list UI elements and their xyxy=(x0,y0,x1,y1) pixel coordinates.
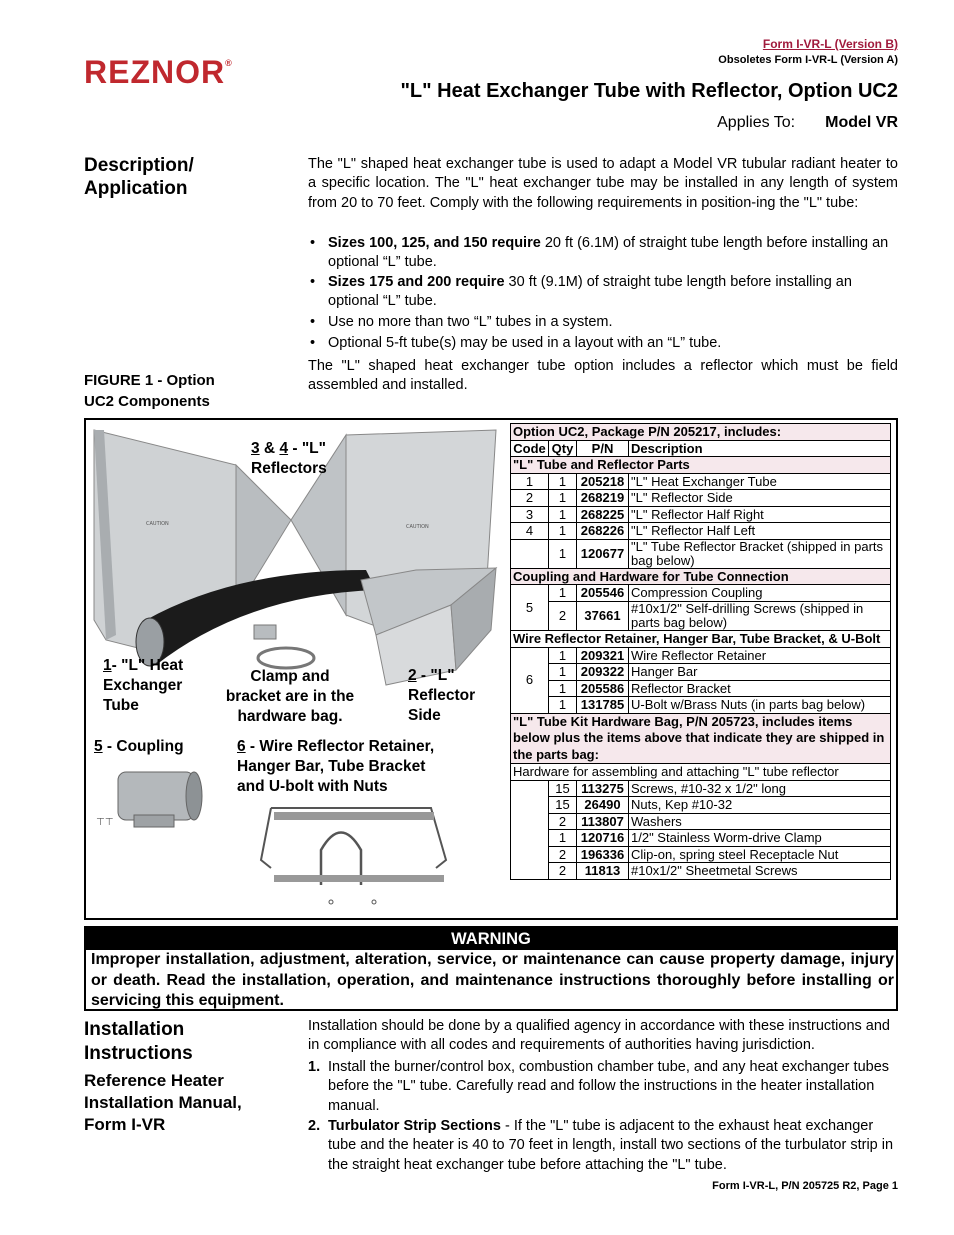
label-wire-retainer: 6 - Wire Reflector Retainer, Hanger Bar, Tube Bracket and U-bolt with Nuts xyxy=(237,738,435,795)
table-row: 2 113807 Washers xyxy=(511,813,891,830)
coupling-bolts xyxy=(134,815,174,827)
table-row: 4 1 268226 "L" Reflector Half Left xyxy=(511,523,891,540)
label-clamp: Clamp and bracket are in the hardware bag. xyxy=(225,668,355,725)
installation-heading: Installation Instructions xyxy=(84,1019,193,1064)
applies-label: Applies To: xyxy=(717,114,796,131)
table-header-row: Code Qty P/N Description xyxy=(511,440,891,457)
warning-box xyxy=(84,926,898,1011)
group-header: "L" Tube Kit Hardware Bag, P/N 205723, includes items below plus the items above that indicate they are shipped in the parts bag: xyxy=(511,713,891,764)
label-coupling: 5 - Coupling xyxy=(94,738,184,755)
table-row: 1 120716 1/2" Stainless Worm-drive Clamp xyxy=(511,830,891,847)
tube-bracket xyxy=(274,875,444,882)
applies-value: Model VR xyxy=(825,114,898,131)
warning-title: WARNING xyxy=(86,928,896,950)
table-row: 1 1 205218 "L" Heat Exchanger Tube xyxy=(511,473,891,490)
label-tube: 1- "L" Heat Exchanger Tube xyxy=(103,657,184,714)
table-row: 2 11813 #10x1/2" Sheetmetal Screws xyxy=(511,863,891,880)
registered-mark: ® xyxy=(225,58,233,68)
obsoletes-note: Obsoletes Form I-VR-L (Version A) xyxy=(718,54,898,66)
caution-label-left: CAUTION xyxy=(146,521,169,527)
group-header: Wire Reflector Retainer, Hanger Bar, Tube Bracket, & U-Bolt xyxy=(511,630,891,647)
description-heading: Description/ Application xyxy=(84,155,194,199)
table-row: 15 113275 Screws, #10-32 x 1/2" long xyxy=(511,780,891,797)
page-footer: Form I-VR-L, P/N 205725 R2, Page 1 xyxy=(712,1180,898,1192)
install-step: 2. Turbulator Strip Sections - If the "L" tube is adjacent to the exhaust heat exchanger tube and the heater is 40 to 70 feet in length, install two sections of the turbulator strip in the straight heat exchanger tube before attaching the "L" tube. xyxy=(308,1118,894,1173)
table-row: 2 37661 #10x1/2" Self-drilling Screws (shipped in parts bag below) xyxy=(511,601,891,630)
coupling xyxy=(118,772,194,820)
group-header: Coupling and Hardware for Tube Connection xyxy=(511,568,891,585)
reznor-logo: REZNOR® xyxy=(84,54,233,90)
caution-label-right: CAUTION xyxy=(406,524,429,530)
clamp-bracket xyxy=(254,625,276,639)
description-intro: The "L" shaped heat exchanger tube is used to adapt a Model VR tubular radiant heater to a specific location. The "L" heat exchanger tube may be installed in any length of system from 20 to 70 feet. Comply with the following requirements in position-ing the "L" tube: xyxy=(308,156,898,211)
group-subheader: Hardware for assembling and attaching "L" tube reflector xyxy=(511,764,891,781)
table-row: 2 1 268219 "L" Reflector Side xyxy=(511,490,891,507)
warning-text: Improper installation, adjustment, alteration, service, or maintenance can cause property damage, injury or death. Read the installation, operation, and maintenance instructions thoroughly before installing or servicing this equipment. xyxy=(91,951,894,1009)
figure-caption: FIGURE 1 - Option UC2 Components xyxy=(84,372,215,410)
bullet-item: • Optional 5-ft tube(s) may be used in a layout with an “L” tube. xyxy=(310,335,722,351)
table-row: 1 120677 "L" Tube Reflector Bracket (shipped in parts bag below) xyxy=(511,539,891,568)
applies-to xyxy=(717,114,898,132)
table-row: 15 26490 Nuts, Kep #10-32 xyxy=(511,797,891,814)
label-reflector-side: 2 - "L" Reflector Side xyxy=(408,667,476,724)
bullet-item: • Use no more than two “L” tubes in a system. xyxy=(310,314,613,330)
description-closing: The "L" shaped heat exchanger tube option includes a reflector which must be field assembled and installed. xyxy=(308,358,898,394)
reference-manual-note: Reference Heater Installation Manual, Form I-VR xyxy=(84,1071,242,1134)
hanger-bar xyxy=(274,812,434,820)
clamp-ring xyxy=(258,648,314,668)
screw-glyphs: ⊤⊤ xyxy=(96,817,114,828)
coupling-end xyxy=(186,772,202,820)
nut xyxy=(329,900,333,904)
table-title-row: Option UC2, Package P/N 205217, includes: xyxy=(511,424,891,441)
table-row: 1 131785 U-Bolt w/Brass Nuts (in parts bag below) xyxy=(511,697,891,714)
bullet-item: • Sizes 175 and 200 require 30 ft (9.1M) of straight tube length before installing an optional “L” tube. xyxy=(310,274,852,309)
table-row: 2 196336 Clip-on, spring steel Receptacle Nut xyxy=(511,846,891,863)
table-row: 1 209322 Hanger Bar xyxy=(511,664,891,681)
install-step: 1. Install the burner/control box, combustion chamber tube, and any heat exchanger tubes before the "L" tube. Carefully read and follow the instructions in the heater installation manual. xyxy=(308,1059,890,1114)
group-header: "L" Tube and Reflector Parts xyxy=(511,457,891,474)
nut xyxy=(372,900,376,904)
parts-table xyxy=(510,423,891,880)
table-row: 6 1 209321 Wire Reflector Retainer xyxy=(511,647,891,664)
wire-retainer-left xyxy=(261,808,271,868)
installation-intro: Installation should be done by a qualified agency in accordance with these instructions and in compliance with all codes and requirements of authorities having jurisdiction. xyxy=(308,1018,890,1054)
label-reflectors: 3 & 4 - "L" Reflectors xyxy=(251,440,327,477)
table-row: 3 1 268225 "L" Reflector Half Right xyxy=(511,506,891,523)
page-title: "L" Heat Exchanger Tube with Reflector, Option UC2 xyxy=(400,80,898,102)
table-row: 1 205586 Reflector Bracket xyxy=(511,680,891,697)
form-id-link[interactable]: Form I-VR-L (Version B) xyxy=(762,37,898,51)
table-row: 5 1 205546 Compression Coupling xyxy=(511,585,891,602)
bullet-item: • Sizes 100, 125, and 150 require 20 ft (6.1M) of straight tube length before installing an optional “L” tube. xyxy=(310,235,889,270)
